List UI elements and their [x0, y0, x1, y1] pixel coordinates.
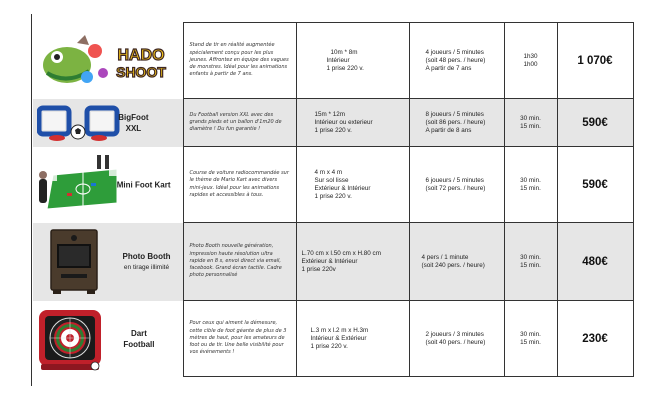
- product-name: XXL: [125, 123, 142, 133]
- product-cell: [33, 301, 183, 377]
- capacity-cell: [409, 223, 504, 301]
- price: 230€: [582, 332, 608, 345]
- spec-line: 1 prise 220 v.: [326, 64, 364, 72]
- spec-line: 1 prise 220 v.: [310, 342, 348, 350]
- mini-foot-kart-illustration: [37, 153, 119, 217]
- hado-shoot-illustration: [37, 33, 177, 89]
- capacity-line: (soit 86 pers. / heure): [425, 118, 486, 126]
- capacity-cell: [409, 99, 504, 147]
- price: 1 070€: [577, 54, 613, 67]
- price-cell: [557, 99, 633, 147]
- product-description: Stand de tir en réalité augmentée spécialement conçu pour les plus jeunes. Affrontez en équipe des vagues de monstres. Idéal pour les animations enfants à partir de 7 ans.: [189, 42, 289, 78]
- spec-line: Intérieur & Extérieur: [310, 334, 367, 342]
- capacity-line: A partir de 7 ans: [425, 64, 472, 72]
- price-cell: [557, 147, 633, 223]
- duration-line: 1h30: [523, 52, 538, 60]
- capacity-line: (soit 48 pers. / heure): [425, 56, 486, 64]
- spec-line: Sur sol lisse: [314, 176, 349, 184]
- photo-booth-illustration: [47, 228, 103, 296]
- spec-line: 1 prise 220 v.: [314, 126, 352, 134]
- duration-cell: [504, 147, 557, 223]
- price-cell: [557, 223, 633, 301]
- price-cell: [557, 301, 633, 377]
- product-subtitle: en tirage illimité: [123, 263, 170, 271]
- spec-line: 10m * 8m: [330, 48, 358, 56]
- description-cell: [183, 301, 296, 377]
- capacity-cell: [409, 23, 504, 99]
- table-row: [33, 223, 633, 301]
- duration-line: 15 min.: [520, 184, 541, 192]
- table-row: [33, 23, 633, 99]
- specs-cell: [296, 301, 409, 377]
- capacity-line: 4 joueurs / 5 minutes: [425, 48, 484, 56]
- spec-line: Extérieur & Intérieur: [301, 257, 358, 265]
- table-row: [33, 301, 633, 377]
- spec-line: 4 m x 4 m: [314, 168, 343, 176]
- table-row: [33, 147, 633, 223]
- capacity-line: 8 joueurs / 5 minutes: [425, 110, 484, 118]
- capacity-line: 2 joueurs / 3 minutes: [425, 330, 484, 338]
- price-cell: [557, 23, 633, 99]
- description-cell: [183, 223, 296, 301]
- product-name: Football: [123, 339, 155, 349]
- dart-football-illustration: [37, 306, 103, 372]
- specs-cell: [296, 223, 409, 301]
- capacity-line: 4 pers / 1 minute: [421, 253, 469, 261]
- spec-line: 1 prise 220 v.: [314, 192, 352, 200]
- product-cell: [33, 223, 183, 301]
- duration-cell: [504, 223, 557, 301]
- product-cell: [33, 147, 183, 223]
- product-name: BigFoot: [118, 112, 149, 122]
- table-row: [33, 99, 633, 147]
- description-cell: [183, 99, 296, 147]
- duration-line: 30 min.: [520, 330, 541, 338]
- product-name: Dart: [130, 328, 147, 338]
- product-description: Course de voiture radiocommandée sur le thème de Mario Kart avec divers mini-jeux. Idéal pour les animations rapides et accessibles à tous.: [189, 170, 289, 198]
- capacity-line: (soit 72 pers. / heure): [425, 184, 486, 192]
- spec-line: 15m * 12m: [314, 110, 345, 118]
- capacity-line: (soit 40 pers. / heure): [425, 338, 486, 346]
- description-cell: [183, 23, 296, 99]
- capacity-line: A partir de 8 ans: [425, 126, 472, 134]
- duration-line: 30 min.: [520, 114, 541, 122]
- spec-line: L.3 m x l.2 m x H.3m: [310, 326, 369, 334]
- spec-line: Intérieur: [326, 56, 350, 64]
- specs-cell: [296, 23, 409, 99]
- duration-line: 15 min.: [520, 122, 541, 130]
- product-name: Mini Foot Kart: [116, 180, 171, 189]
- hado-logo-line2: SHOOT: [116, 63, 166, 80]
- product-description: Du Football version XXL avec des grands pieds et un ballon d'1m20 de diamètre ! Du fun garantie !: [189, 111, 282, 133]
- price: 590€: [582, 178, 608, 191]
- specs-cell: [296, 147, 409, 223]
- spec-line: Extérieur & Intérieur: [314, 184, 371, 192]
- pricing-table: [33, 22, 634, 377]
- product-cell: [33, 23, 183, 99]
- description-cell: [183, 147, 296, 223]
- spec-line: 1 prise 220v: [301, 265, 336, 273]
- price: 590€: [582, 116, 608, 129]
- product-description: Photo Booth nouvelle génération, impression haute résolution ultra rapide en 8 s, envoi direct via email, facebook. Grand écran tactile. Cadre photo personnalisé: [189, 243, 282, 279]
- duration-line: 15 min.: [520, 338, 541, 346]
- duration-cell: [504, 23, 557, 99]
- bigfoot-inflatable-goal-illustration: [37, 104, 121, 142]
- duration-line: 30 min.: [520, 253, 541, 261]
- capacity-cell: [409, 301, 504, 377]
- product-cell: [33, 99, 183, 147]
- hado-logo-line1: HADO: [117, 46, 165, 64]
- duration-line: 15 min.: [520, 261, 541, 269]
- duration-line: 30 min.: [520, 176, 541, 184]
- specs-cell: [296, 99, 409, 147]
- product-name: Photo Booth: [122, 251, 171, 261]
- spec-line: Intérieur ou exterieur: [314, 118, 373, 126]
- capacity-line: (soit 240 pers. / heure): [421, 261, 485, 269]
- duration-line: 1h00: [523, 60, 538, 68]
- duration-cell: [504, 301, 557, 377]
- spec-line: L.70 cm x l.50 cm x H.80 cm: [301, 249, 381, 257]
- product-description: Pour ceux qui aiment la démesure, cette cible de foot géante de plus de 3 mètres de haut, pour les amateurs de foot ou de tir. Une belle visibilité pour vos événements !: [189, 320, 287, 356]
- capacity-line: 6 joueurs / 5 minutes: [425, 176, 484, 184]
- price: 480€: [582, 255, 608, 268]
- capacity-cell: [409, 147, 504, 223]
- duration-cell: [504, 99, 557, 147]
